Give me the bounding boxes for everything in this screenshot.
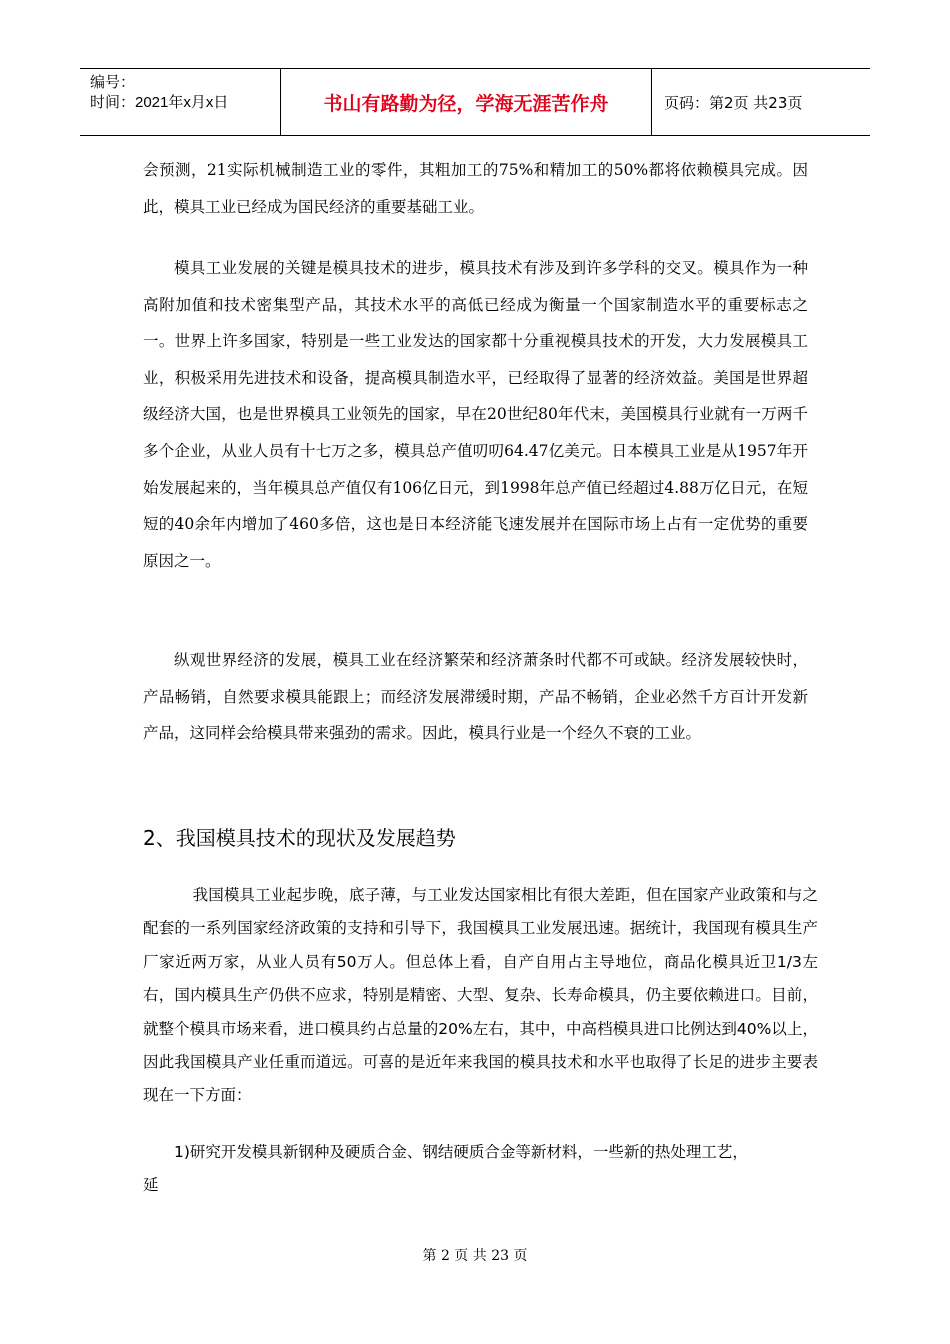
header-page-label: 页码：第2页 共23页 — [664, 94, 803, 112]
header-meta-cell — [80, 69, 281, 135]
page-footer: 第 2 页 共 23 页 — [422, 1248, 528, 1264]
paragraph-4: 我国模具工业起步晚，底子薄，与工业发达国家相比有很大差距，但在国家产业政策和与之配套的一系列国家经济政策的支持和引导下，我国模具工业发展迅速。据统计，我国现有模具生产厂家近两万家，从业人员有50万人。但总体上看，自产自用占主导地位，商品化模具近卫1/3左右，国内模具生产仍供不应求，特别是精密、大型、复杂、长寿命模具，仍主要依赖进口。目前，就整个模具市场来看，进口模具约占总量的20%左右，其中，中高档模具进口比例达到40%以上，因此我国模具产业任重而道远。可喜的是近年来我国的模具技术和水平也取得了长足的进步主要表现在一下方面： — [143, 886, 818, 1105]
number-label: 编号： — [90, 74, 136, 91]
page-header — [80, 68, 870, 136]
paragraph-2: 模具工业发展的关键是模具技术的进步，模具技术有涉及到许多学科的交叉。模具作为一种高附加值和技术密集型产品，其技术水平的高低已经成为衡量一个国家制造水平的重要标志之一。世界上许多国家，特别是一些工业发达的国家都十分重视模具技术的开发，大力发展模具工业，积极采用先进技术和设备，提高模具制造水平，已经取得了显著的经济效益。美国是世界超级经济大国，也是世界模具工业领先的国家，早在20世纪80年代末，美国模具行业就有一万两千多个企业，从业人员有十七万之多，模具总产值叨叨64.47亿美元。日本模具工业是从1957年开始发展起来的，当年模具总产值仅有106亿日元，到1998年总产值已经超过4.88万亿日元，在短短的40余年内增加了460多倍，这也是日本经济能飞速发展并在国际市场上占有一定优势的重要原因之一。 — [143, 259, 808, 570]
paragraph-5-line-1: 1)研究开发模具新钢种及硬质合金、钢结硬质合金等新材料，一些新的热处理工艺， — [174, 1143, 748, 1161]
header-motto: 书山有路勤为径，学海无涯苦作舟 — [281, 69, 652, 135]
paragraph-1: 会预测，21实际机械制造工业的零件，其粗加工的75%和精加工的50%都将依赖模具完成。因此，模具工业已经成为国民经济的重要基础工业。 — [143, 161, 808, 216]
paragraph-3: 纵观世界经济的发展，模具工业在经济繁荣和经济萧条时代都不可或缺。经济发展较快时，产品畅销，自然要求模具能跟上；而经济发展滞缓时期，产品不畅销，企业必然千方百计开发新产品，这同样会给模具带来强劲的需求。因此，模具行业是一个经久不衰的工业。 — [143, 651, 808, 743]
time-label: 时间：2021年x月x日 — [90, 94, 229, 111]
paragraph-5-line-2: 延 — [143, 1176, 159, 1194]
section-heading: 2、我国模具技术的现状及发展趋势 — [143, 826, 456, 850]
